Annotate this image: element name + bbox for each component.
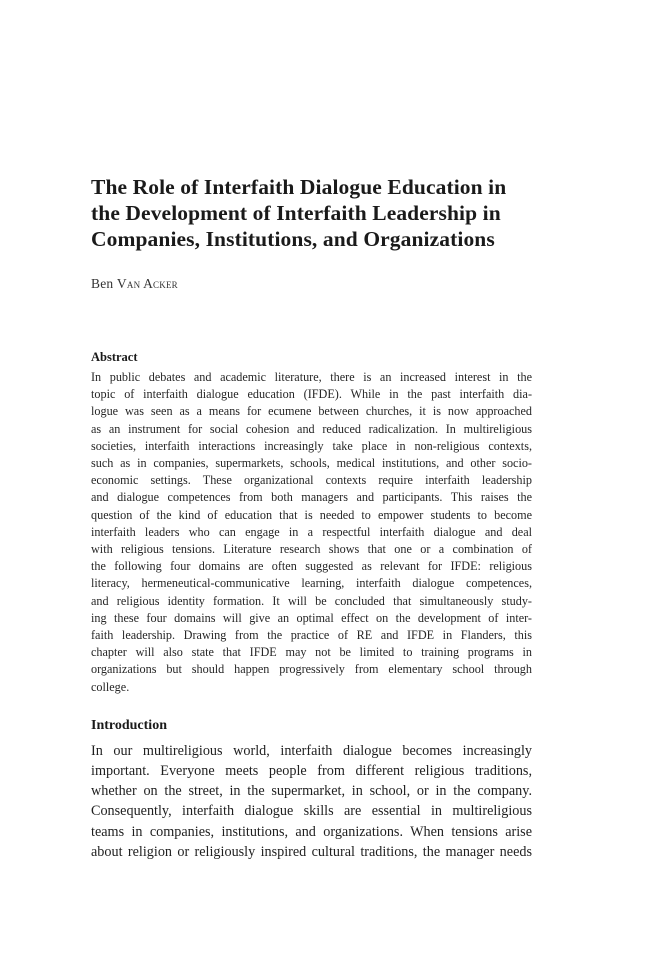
abstract-line: topic of interfaith dialogue education (IFDE). While in the past interfaith dia-: [91, 387, 532, 402]
abstract-line: chapter will also state that IFDE may not be limited to training programs in: [91, 645, 532, 660]
introduction-line: In our multireligious world, interfaith dialogue becomes increasingly: [91, 742, 532, 759]
abstract-line: faith leadership. Drawing from the practice of RE and IFDE in Flanders, this: [91, 628, 532, 643]
abstract-line: economic settings. These organizational contexts require interfaith leadership: [91, 473, 532, 488]
abstract-line: as an instrument for social cohesion and reduced radicalization. In multireligious: [91, 421, 532, 436]
introduction-body: [91, 741, 532, 862]
abstract-line: college.: [91, 679, 130, 694]
title-line: the Development of Interfaith Leadership in: [91, 201, 501, 225]
author-last-name: Van Acker: [116, 276, 178, 291]
introduction-line: whether on the street, in the supermarket, in school, or in the company.: [91, 783, 532, 800]
abstract-body: [91, 369, 532, 696]
abstract-line: literacy, hermeneutical-communicative learning, interfaith dialogue competences,: [91, 576, 532, 591]
abstract-line: with religious tensions. Literature research shows that one or a combination of: [91, 542, 532, 557]
abstract-line: question of the kind of education that is needed to empower students to become: [91, 507, 532, 522]
paper-page: [91, 174, 532, 862]
author-name: [91, 275, 532, 293]
paper-title: [91, 174, 532, 252]
introduction-line: important. Everyone meets people from different religious traditions,: [91, 763, 532, 780]
introduction-line: teams in companies, institutions, and organizations. When tensions arise: [91, 823, 532, 840]
abstract-line: and religious identity formation. It will be concluded that simultaneously study-: [91, 593, 532, 608]
introduction-heading: Introduction: [91, 717, 167, 733]
abstract-line: such as in companies, supermarkets, schools, medical institutions, and other socio-: [91, 456, 532, 471]
abstract-line: and dialogue competences from both managers and participants. This raises the: [91, 490, 532, 505]
introduction-line: about religion or religiously inspired cultural traditions, the manager needs: [91, 843, 532, 860]
abstract-heading: Abstract: [91, 350, 138, 364]
title-line: The Role of Interfaith Dialogue Education in: [91, 175, 507, 199]
title-line: Companies, Institutions, and Organizations: [91, 227, 495, 251]
abstract-line: logue was seen as a means for ecumene between churches, it is now approached: [91, 404, 532, 419]
abstract-line: interfaith leaders who can engage in a respectful interfaith dialogue and deal: [91, 524, 532, 539]
author-first-name: Ben: [91, 276, 117, 291]
introduction-line: Consequently, interfaith dialogue skills are essential in multireligious: [91, 803, 532, 820]
abstract-line: ing these four domains will give an optimal effect on the development of inter-: [91, 610, 532, 625]
abstract-line: societies, interfaith interactions increasingly take place in non-religious contexts,: [91, 438, 532, 453]
abstract-line: organizations but should happen progressively from elementary school through: [91, 662, 532, 677]
abstract-line: the following four domains are often suggested as relevant for IFDE: religious: [91, 559, 532, 574]
abstract-line: In public debates and academic literature, there is an increased interest in the: [91, 370, 532, 384]
